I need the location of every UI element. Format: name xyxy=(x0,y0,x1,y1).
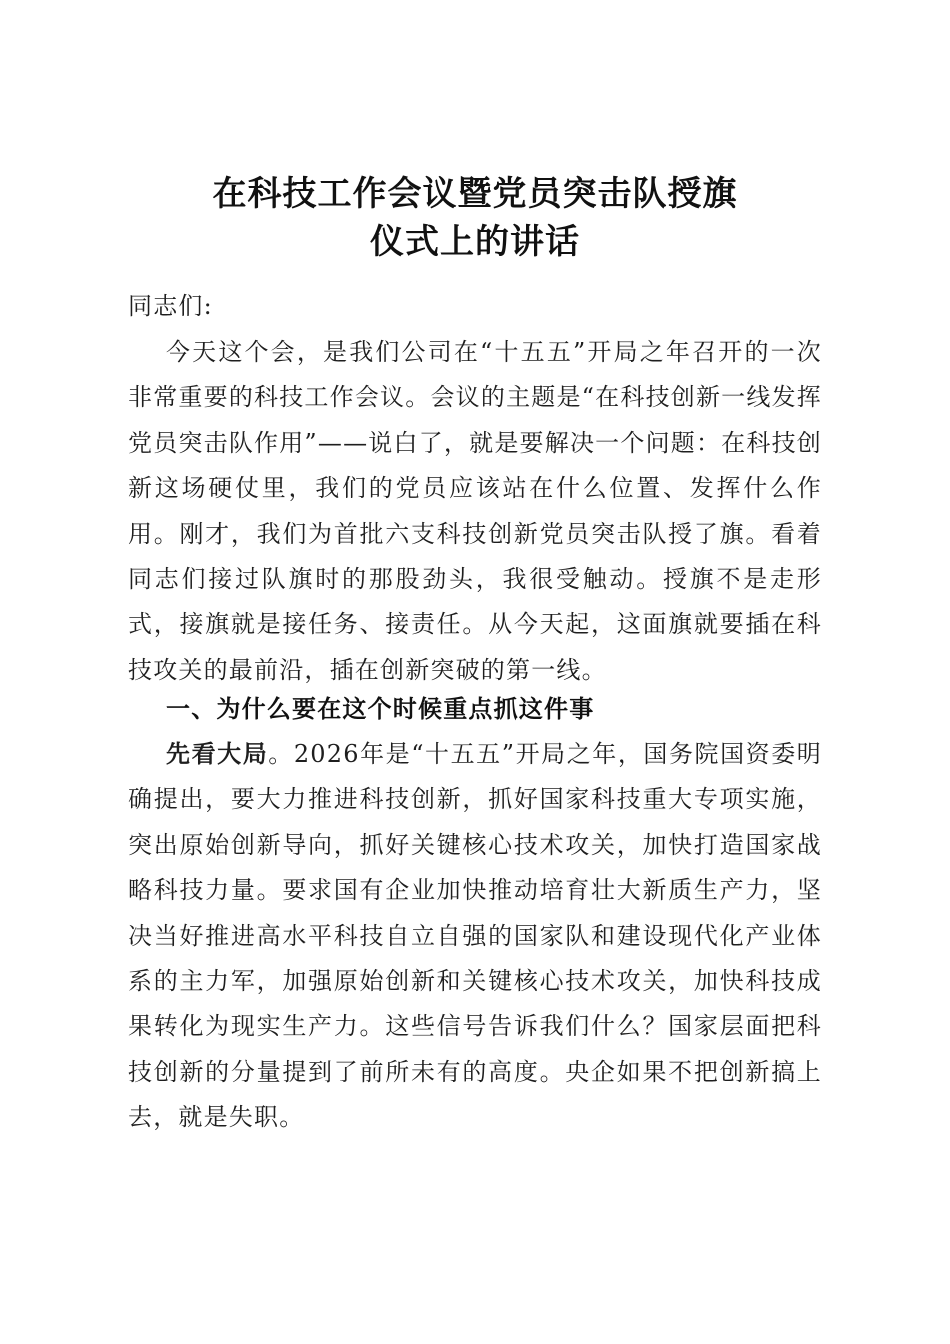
paragraph-big-picture xyxy=(128,731,822,1141)
salutation: 同志们: xyxy=(128,292,213,320)
paragraph-body-text: 。2026年是“十五五”开局之年，国务院国资委明确提出，要大力推进科技创新，抓好国家科技重大专项实施，突出原始创新导向，抓好关键核心技术攻关，加快打造国家战略科技力量。要求国有企业加快推动培育壮大新质生产力，坚决当好推进高水平科技自立自强的国家队和建设现代化产业体系的主力军，加强原始创新和关键核心技术攻关，加快科技成果转化为现实生产力。这些信号告诉我们什么？国家层面把科技创新的分量提到了前所未有的高度。央企如果不把创新搞上去，就是失职。 xyxy=(128,740,822,1132)
paragraph-opening: 今天这个会，是我们公司在“十五五”开局之年召开的一次非常重要的科技工作会议。会议的主题是“在科技创新一线发挥党员突击队作用”——说白了，就是要解决一个问题：在科技创新这场硬仗里，我们的党员应该站在什么位置、发挥什么作用。刚才，我们为首批六支科技创新党员突击队授了旗。看着同志们接过队旗时的那股劲头，我很受触动。授旗不是走形式，接旗就是接任务、接责任。从今天起，这面旗就要插在科技攻关的最前沿，插在创新突破的第一线。 xyxy=(128,338,822,684)
document-title-line-2: 仪式上的讲话 xyxy=(370,222,580,262)
section-heading-1: 一、为什么要在这个时候重点抓这件事 xyxy=(166,694,595,723)
document-title-line-1: 在科技工作会议暨党员突击队授旗 xyxy=(212,174,738,214)
paragraph-lead-phrase: 先看大局 xyxy=(166,739,269,768)
